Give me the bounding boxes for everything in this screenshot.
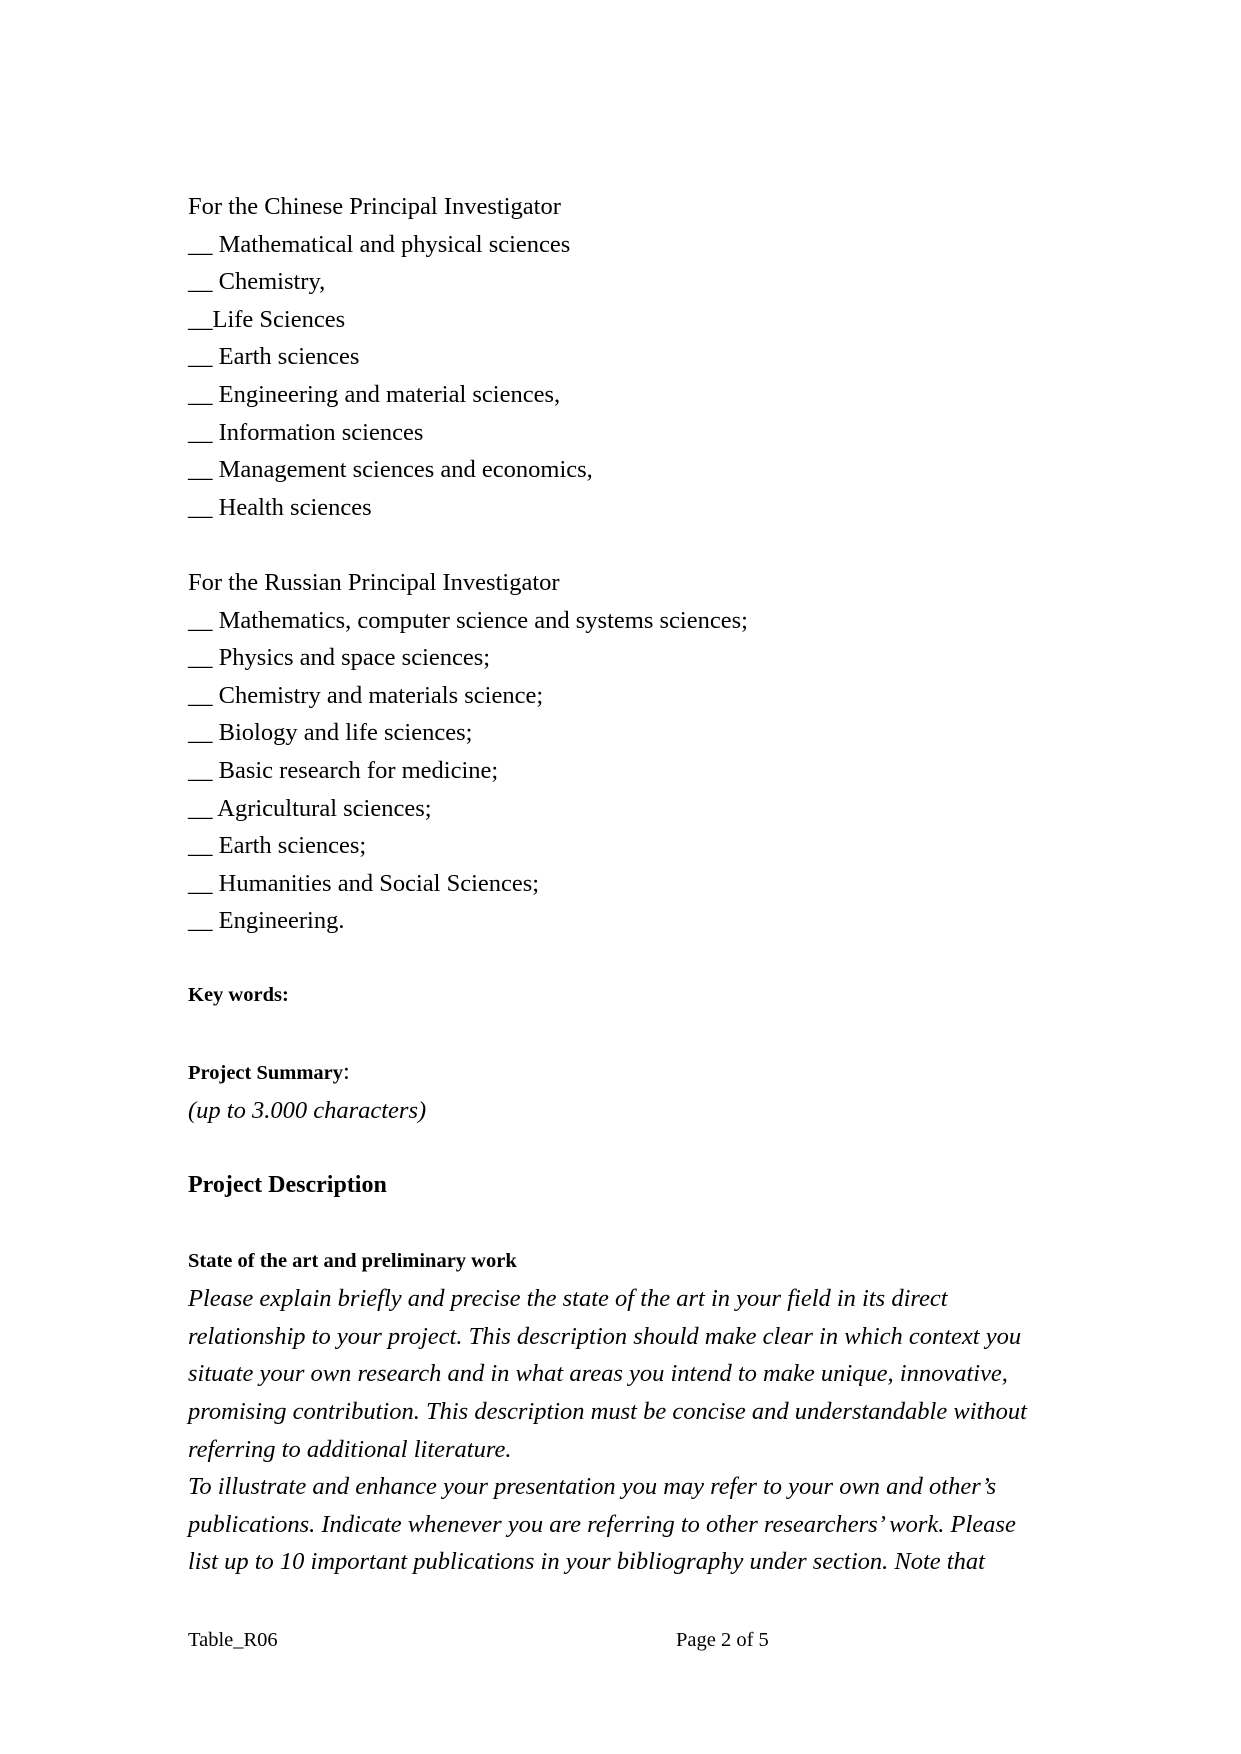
field-label: Agricultural sciences; <box>212 794 432 822</box>
russian-field-item <box>188 790 1068 828</box>
chinese-field-item <box>188 301 1068 339</box>
russian-field-item <box>188 752 1068 790</box>
checkbox-blank[interactable]: __ <box>188 380 213 408</box>
checkbox-blank[interactable]: __ <box>188 493 213 521</box>
checkbox-blank[interactable]: __ <box>188 230 213 258</box>
project-summary-label: Project Summary <box>188 1061 344 1084</box>
field-label: Information sciences <box>212 418 424 446</box>
russian-pi-heading: For the Russian Principal Investigator <box>188 568 560 596</box>
checkbox-blank[interactable]: __ <box>188 719 213 747</box>
chinese-field-item <box>188 414 1068 452</box>
russian-pi-section <box>188 564 1068 940</box>
checkbox-blank[interactable]: __ <box>188 268 213 296</box>
checkbox-blank[interactable]: __ <box>188 681 213 709</box>
state-of-art-heading: State of the art and preliminary work <box>188 1249 517 1272</box>
project-summary-note: (up to 3.000 characters) <box>188 1097 427 1125</box>
page-content <box>188 188 1068 1581</box>
field-label: Mathematical and physical sciences <box>212 230 571 258</box>
field-label: Management sciences and economics, <box>212 456 593 484</box>
project-description-heading: Project Description <box>188 1172 387 1199</box>
field-label: Health sciences <box>212 493 372 521</box>
checkbox-blank[interactable]: __ <box>188 418 213 446</box>
checkbox-blank[interactable]: __ <box>188 305 213 333</box>
checkbox-blank[interactable]: __ <box>188 869 213 897</box>
chinese-field-item <box>188 338 1068 376</box>
russian-field-item <box>188 865 1068 903</box>
field-label: Physics and space sciences; <box>212 644 491 672</box>
chinese-field-item <box>188 226 1068 264</box>
field-label: Engineering. <box>212 907 345 935</box>
checkbox-blank[interactable]: __ <box>188 343 213 371</box>
project-summary-colon: : <box>343 1057 350 1085</box>
spacer <box>188 1205 1068 1243</box>
paragraph-line: To illustrate and enhance your presentation you may refer to your own and other’s <box>188 1473 997 1501</box>
russian-field-item <box>188 677 1068 715</box>
field-label: Basic research for medicine; <box>212 756 499 784</box>
chinese-field-item <box>188 376 1068 414</box>
footer-page-number: Page 2 of 5 <box>676 1629 769 1651</box>
paragraph-line: publications. Indicate whenever you are referring to other researchers’ work. Please <box>188 1510 1016 1538</box>
footer-doc-id: Table_R06 <box>188 1629 278 1651</box>
chinese-field-item <box>188 489 1068 527</box>
key-words-label: Key words: <box>188 984 289 1007</box>
paragraph-line: referring to additional literature. <box>188 1435 512 1463</box>
chinese-pi-heading: For the Chinese Principal Investigator <box>188 193 561 220</box>
state-of-art-instructions <box>188 1280 1068 1581</box>
field-label: Life Sciences <box>212 305 346 333</box>
checkbox-blank[interactable]: __ <box>188 756 213 784</box>
field-label: Chemistry and materials science; <box>212 681 544 709</box>
russian-field-item <box>188 714 1068 752</box>
spacer <box>188 1130 1068 1168</box>
checkbox-blank[interactable]: __ <box>188 907 213 935</box>
paragraph-line: Please explain briefly and precise the state of the art in your field in its direct <box>188 1285 948 1313</box>
chinese-pi-section <box>188 188 1068 526</box>
russian-field-item <box>188 602 1068 640</box>
paragraph-line: relationship to your project. This description should make clear in which context you <box>188 1322 1022 1350</box>
project-summary-heading <box>188 1053 1068 1093</box>
paragraph-line: promising contribution. This description must be concise and understandable without <box>188 1398 1027 1425</box>
russian-field-item <box>188 902 1068 940</box>
chinese-field-item <box>188 263 1068 301</box>
checkbox-blank[interactable]: __ <box>188 606 213 634</box>
russian-field-item <box>188 827 1068 865</box>
checkbox-blank[interactable]: __ <box>188 794 213 822</box>
field-label: Mathematics, computer science and systems sciences; <box>212 606 748 634</box>
spacer <box>188 526 1068 564</box>
russian-field-item <box>188 639 1068 677</box>
paragraph-line: list up to 10 important publications in your bibliography under section. Note that <box>188 1548 985 1576</box>
chinese-field-item <box>188 451 1068 489</box>
paragraph-line: situate your own research and in what areas you intend to make unique, innovative, <box>188 1360 1008 1388</box>
spacer <box>188 1015 1068 1053</box>
field-label: Engineering and material sciences, <box>212 380 561 408</box>
field-label: Biology and life sciences; <box>212 719 473 747</box>
field-label: Earth sciences <box>212 343 360 371</box>
checkbox-blank[interactable]: __ <box>188 456 213 484</box>
field-label: Chemistry, <box>212 268 326 296</box>
field-label: Humanities and Social Sciences; <box>212 869 540 897</box>
checkbox-blank[interactable]: __ <box>188 644 213 672</box>
checkbox-blank[interactable]: __ <box>188 832 213 860</box>
spacer <box>188 940 1068 978</box>
field-label: Earth sciences; <box>212 832 367 860</box>
